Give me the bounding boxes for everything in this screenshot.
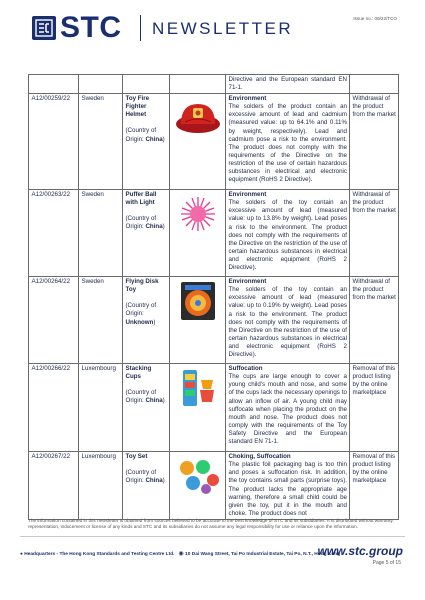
- measures-taken: Withdrawal of the product from the market: [350, 190, 399, 277]
- reference-number: A12/00259/22: [29, 94, 79, 190]
- pink-puffer-ball-icon: [173, 194, 223, 234]
- page-number: Page 5 of 15: [372, 560, 401, 566]
- risk-type: Environment: [228, 191, 267, 199]
- risk-description: The plastic foil packaging bag is too thin and poses a suffocation risk. In addition, the toy contains small parts (surprise toys). The product lacks the appropriate age warning, therefore a small child could be given the toy, put it in the mouth and choke. The product does not: [228, 461, 347, 517]
- product-name: Puffer Ball with Light: [125, 191, 157, 207]
- notifying-country: Sweden: [79, 190, 123, 277]
- reference-number: A12/00263/22: [29, 190, 79, 277]
- product-name: Stacking Cups: [125, 365, 152, 381]
- country-of-origin: (Country of Origin: China): [125, 215, 165, 231]
- risk-type: Suffocation: [228, 365, 263, 373]
- reference-number: A12/00266/22: [29, 364, 79, 452]
- measures-taken: Withdrawal of the product from the market: [350, 94, 399, 190]
- risk-type: Environment: [228, 278, 267, 286]
- measures-taken: Removal of this product listing by the online marketplace: [350, 364, 399, 452]
- table-row: [29, 94, 399, 190]
- product-name: Toy Set: [125, 453, 148, 461]
- risk-description: The solders of the toy contain an excessive amount of lead (measured value: up to 0.19% by weight). Lead poses a risk to the environment. The product does not comply with the requirements of the Directive on the restriction of the use of certain hazardous substances in electrical and electronic equipment (RoHS 2 Directive).: [228, 286, 347, 359]
- country-of-origin: (Country of Origin: Unknown): [125, 302, 157, 326]
- notifying-country: Luxembourg: [79, 452, 123, 520]
- notifying-country: Sweden: [79, 277, 123, 364]
- reference-number: A12/00264/22: [29, 277, 79, 364]
- table-row: [29, 364, 399, 452]
- red-fire-helmet-icon: [173, 98, 223, 138]
- product-name: Toy Fire Fighter Helmet: [125, 95, 150, 119]
- country-of-origin: (Country of Origin: China): [125, 127, 165, 143]
- table-row: [29, 452, 399, 520]
- country-of-origin: (Country of Origin: China): [125, 389, 165, 405]
- stc-logo-text: STC: [60, 11, 122, 44]
- map-pin-icon: ●: [20, 552, 23, 557]
- risk-description: The solders of the toy contain an excessive amount of lead (measured value: up to 13.8% by weight). Lead poses a risk to the environment. The product does not comply with the requirements of the Directive on the restriction of the use of certain hazardous substances in electrical and electronic equipment (RoHS 2 Directive).: [228, 199, 347, 272]
- risk-type: Environment: [228, 95, 267, 103]
- notifying-country: Sweden: [79, 94, 123, 190]
- stacking-cups-icon: [173, 368, 223, 408]
- measures-taken: Withdrawal of the product from the market: [350, 277, 399, 364]
- recall-table: [28, 74, 399, 520]
- reference-number: A12/00267/22: [29, 452, 79, 520]
- newsletter-header: [0, 0, 425, 56]
- risk-type: Choking, Suffocation: [228, 453, 291, 461]
- newsletter-title: NEWSLETTER: [152, 19, 294, 38]
- toy-balls-set-icon: [173, 456, 223, 496]
- flying-disk-package-icon: [173, 281, 223, 321]
- measures-taken: Removal of this product listing by the online marketplace: [350, 452, 399, 520]
- stc-logo-mark-icon: [32, 16, 56, 40]
- product-name: Flying Disk Toy: [125, 278, 159, 294]
- table-row-continued: [29, 75, 399, 94]
- footer-divider: [20, 536, 405, 537]
- website-link[interactable]: www.stc.group: [317, 544, 403, 558]
- location-icon: ◉: [178, 551, 184, 557]
- issue-number: Issue no.: 09/22/TCO: [353, 16, 397, 21]
- header-divider: [140, 15, 141, 41]
- headquarters-address: ● Headquarters - The Hong Kong Standards and Testing Centre Ltd. ◉ 10 Dai Wang Street, Tai Po Industrial Estate, Tai Po, N.T., Hong Kong: [20, 551, 341, 557]
- country-of-origin: (Country of Origin: China): [125, 469, 165, 485]
- disclaimer-text: The information contained in this newsletter is obtained from sources believed to be accurate to the best knowledge of STC and its subsidiaries. It is distributed without warranty, representation, inducement or license of any kinds and STC and its subsidiaries do not assume any legal responsibility for use or reliance upon the information.: [28, 518, 394, 530]
- table-row: [29, 277, 399, 364]
- risk-description: The solders of the product contain an excessive amount of lead and cadmium (measured value: up to 64.1% and 0.11% by weight, respectively). Lead and cadmium pose a risk to the environment. The product does not comply with the requirements of the Directive on the restriction of the use of certain hazardous substances in electrical and electronic equipment (RoHS 2 Directive).: [228, 103, 347, 184]
- notifying-country: Luxembourg: [79, 364, 123, 452]
- risk-description: Directive and the European standard EN 71-1.: [228, 76, 347, 92]
- table-row: [29, 190, 399, 277]
- risk-description: The cups are large enough to cover a young child's mouth and nose, and some of the cups lack the necessary openings to allow an inflow of air. A young child may suffocate when placing the product on the mouth and nose. The product does not comply with the requirements of the Toy Safety Directive and the European standard EN 71-1.: [228, 373, 347, 446]
